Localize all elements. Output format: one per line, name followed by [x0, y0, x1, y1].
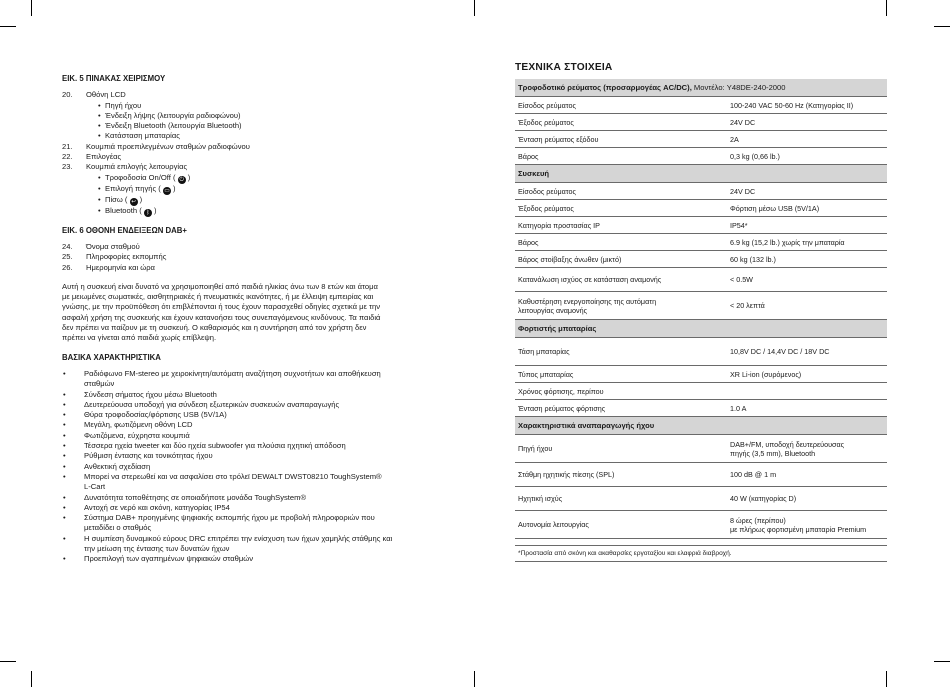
page-title: ΤΕΧΝΙΚΑ ΣΤΟΙΧΕΙΑ — [515, 62, 613, 73]
feature-item — [62, 513, 440, 534]
feature-item — [62, 369, 440, 390]
list-item — [62, 252, 440, 262]
sub-list — [86, 101, 440, 142]
feature-item: • Δευτερεύουσα υποδοχή για σύνδεση εξωτερικών συσκευών αναπαραγωγής — [62, 400, 440, 410]
back-icon: ↩ — [131, 198, 136, 205]
feature-item: • Αντοχή σε νερό και σκόνη, κατηγορίας IP54 — [62, 503, 440, 513]
item-number: 21. — [62, 141, 73, 151]
right-page — [515, 62, 887, 562]
feature-item — [62, 472, 440, 493]
paragraph-line: Αυτή η συσκευή είναι δυνατό να χρησιμοποιηθεί από παιδιά ηλικίας άνω των 8 ετών και άτομα — [62, 281, 378, 291]
table-row: Αυτονομία λειτουργίας 8 ώρες (περίπου) με πλήρως φορτισμένη μπαταρία Premium — [515, 511, 887, 539]
crop-mark — [0, 26, 16, 27]
crop-mark — [886, 671, 887, 687]
feature-line: την μείωση της έντασης των δυνατών ήχων — [84, 543, 230, 553]
feature-line: Η συμπίεση δυναμικού εύρους DRC επιτρέπει την ενίσχυση των ήχων χαμηλής στάθμης και — [84, 533, 393, 543]
crop-mark — [0, 661, 16, 662]
table-section-header: Χαρακτηριστικά αναπαραγωγής ήχου — [515, 417, 887, 435]
section5-heading: ΕΙΚ. 5 ΠΙΝΑΚΑΣ ΧΕΙΡΙΣΜΟΥ — [62, 74, 166, 83]
sub-item-text: Επιλογή πηγής — [105, 183, 157, 193]
sub-item-text: Πίσω — [105, 194, 123, 204]
list-item — [62, 162, 440, 216]
sub-item: • Επιλογή πηγής ( ▭ ) — [98, 184, 440, 195]
dab-display-list — [62, 242, 440, 273]
sub-item: • Bluetooth ( ᛒ ) — [98, 206, 440, 217]
table-row: Τάση μπαταρίας 10,8V DC / 14,4V DC / 18V DC — [515, 338, 887, 366]
crop-mark — [934, 26, 950, 27]
list-item — [62, 242, 440, 252]
cell-line: DAB+/FM, υποδοχή δευτερεύουσας — [730, 439, 845, 449]
feature-line: μεταδίδει ο σταθμός — [84, 523, 152, 533]
paragraph-line: γνώσης, με την προϋπόθεση ότι επιβλέπονται ή τους έχουν παρασχεθεί οδηγίες σχετικά με την — [62, 302, 381, 312]
section6-heading: ΕΙΚ. 6 ΟΘΟΝΗ ΕΝΔΕΙΞΕΩΝ DAB+ — [62, 225, 187, 235]
item-text: Κουμπιά επιλογής λειτουργίας — [86, 162, 188, 172]
item-text: Οθόνη LCD — [86, 90, 126, 100]
table-row: Τύπος μπαταρίας XR Li-ion (συρόμενος) — [515, 366, 887, 383]
paragraph-line: πρέπει να γίνεται από παιδιά χωρίς επίβλεψη. — [62, 333, 217, 343]
item-text: Όνομα σταθμού — [86, 241, 140, 251]
table-row: Έξοδος ρεύματος Φόρτιση μέσω USB (5V/1A) — [515, 200, 887, 217]
table-row: Βάρος 0,3 kg (0,66 lb.) — [515, 148, 887, 165]
list-item — [62, 90, 440, 141]
item-text: Κουμπιά προεπιλεγμένων σταθμών ραδιοφώνου — [86, 141, 250, 151]
cell-line: λειτουργίας αναμονής — [518, 305, 588, 315]
item-number: 20. — [62, 90, 73, 100]
table-row: Ηχητική ισχύς 40 W (κατηγορίας D) — [515, 487, 887, 511]
crop-mark — [474, 0, 475, 16]
sub-item: • Πίσω ( ↩ ) — [98, 195, 440, 206]
list-item — [62, 152, 440, 162]
control-panel-list — [62, 90, 440, 216]
features-heading: ΒΑΣΙΚΑ ΧΑΡΑΚΤΗΡΙΣΤΙΚΑ — [62, 352, 161, 362]
list-item — [62, 263, 440, 273]
table-row: Ένταση ρεύματος φόρτισης 1.0 A — [515, 400, 887, 417]
sub-item: • Κατάσταση μπαταρίας — [98, 131, 440, 141]
sub-item-text: Τροφοδοσία On/Off — [105, 172, 171, 182]
feature-item: • Προεπιλογή των αγαπημένων ψηφιακών σταθμών — [62, 554, 440, 564]
table-row: Καθυστέρηση ενεργοποίησης της αυτόματη λειτουργίας αναμονής < 20 λεπτά — [515, 292, 887, 320]
sub-list — [86, 173, 440, 217]
item-number: 25. — [62, 252, 73, 262]
feature-line: σταθμών — [84, 379, 115, 389]
table-row: Βάρος στοίβαξης άνωθεν (μικτό) 60 kg (132 lb.) — [515, 251, 887, 268]
specs-table — [515, 79, 887, 539]
crop-mark — [886, 0, 887, 16]
table-row: Χρόνος φόρτισης, περίπου — [515, 383, 887, 400]
feature-line: L-Cart — [84, 482, 106, 492]
cell-line: 8 ώρες (περίπου) — [730, 515, 786, 525]
footnote: *Προστασία από σκόνη και ακαθαρσίες εργοταξίου και ελαφριά διαβροχή. — [515, 545, 887, 562]
item-number: 22. — [62, 152, 73, 162]
feature-item: • Ρύθμιση έντασης και τονικότητας ήχου — [62, 451, 440, 461]
sub-item: • Ένδειξη Bluetooth (λειτουργία Bluetooth) — [98, 121, 440, 131]
table-section-header — [515, 79, 887, 97]
paragraph-line: με μειωμένες σωματικές, αισθητηριακές ή πνευματικές ικανότητες, ή με έλλειψη εμπειρίας και — [62, 292, 374, 302]
item-text: Ημερομηνία και ώρα — [86, 262, 155, 272]
safety-paragraph — [62, 282, 440, 344]
power-icon: ⏻ — [179, 176, 184, 183]
table-section-header: Συσκευή — [515, 165, 887, 183]
feature-item: • Τέσσερα ηχεία tweeter και δύο ηχεία subwoofer για πλούσια ηχητική απόδοση — [62, 441, 440, 451]
features-list — [62, 369, 440, 565]
item-number: 23. — [62, 162, 73, 172]
list-item — [62, 142, 440, 152]
crop-mark — [31, 671, 32, 687]
table-row: Κατανάλωση ισχύος σε κατάσταση αναμονής < 0.5W — [515, 268, 887, 292]
source-icon: ▭ — [164, 187, 170, 194]
item-number: 24. — [62, 241, 73, 251]
table-row: Είσοδος ρεύματος 24V DC — [515, 183, 887, 200]
paragraph-line: ασφαλή χρήση της συσκευής και έχουν κατανοήσει τους συνεπαγόμενους κινδύνους. Τα παιδιά — [62, 312, 381, 322]
feature-item: • Ανθεκτική σχεδίαση — [62, 462, 440, 472]
item-number: 26. — [62, 262, 73, 272]
section-title: Τροφοδοτικό ρεύματος (προσαρμογέας AC/DC), — [518, 83, 692, 92]
feature-line: Σύστημα DAB+ προηγμένης ψηφιακής εκπομπής ήχου με προβολή πληροφοριών που — [84, 513, 375, 523]
table-row: Στάθμη ηχητικής πίεσης (SPL) 100 dB @ 1 m — [515, 463, 887, 487]
table-row: Πηγή ήχου DAB+/FM, υποδοχή δευτερεύουσας πηγής (3,5 mm), Bluetooth — [515, 435, 887, 463]
table-row: Ένταση ρεύματος εξόδου 2A — [515, 131, 887, 148]
bluetooth-icon: ᛒ — [144, 209, 152, 217]
sub-item: • Τροφοδοσία On/Off ( ⏻ ) — [98, 173, 440, 184]
feature-item: • Σύνδεση σήματος ήχου μέσω Bluetooth — [62, 390, 440, 400]
paragraph-line: δεν πρέπει να παίζουν με τη συσκευή. Ο καθαρισμός και η συντήρηση από τον χρήστη δεν — [62, 323, 367, 333]
cell-line: πηγής (3,5 mm), Bluetooth — [730, 448, 816, 458]
left-page — [62, 74, 440, 565]
table-row: Είσοδος ρεύματος 100-240 VAC 50-60 Hz (Κατηγορίας II) — [515, 97, 887, 114]
feature-line: Ραδιόφωνο FM-stereo με χειροκίνητη/αυτόματη αναζήτηση συχνοτήτων και αποθήκευση — [84, 368, 381, 378]
feature-item — [62, 534, 440, 555]
feature-line: Μπορεί να στερεωθεί και να ασφαλίσει στο τρόλεϊ DEWALT DWST08210 ToughSystem® — [84, 471, 382, 481]
crop-mark — [31, 0, 32, 16]
table-row: Κατηγορία προστασίας IP IP54* — [515, 217, 887, 234]
crop-mark — [934, 661, 950, 662]
feature-item: • Μεγάλη, φωτιζόμενη οθόνη LCD — [62, 420, 440, 430]
feature-item: • Θύρα τροφοδοσίας/φόρτισης USB (5V/1A) — [62, 410, 440, 420]
feature-item: • Φωτιζόμενα, εύχρηστα κουμπιά — [62, 431, 440, 441]
table-row: Βάρος 6.9 kg (15,2 lb.) χωρίς την μπαταρία — [515, 234, 887, 251]
item-text: Πληροφορίες εκπομπής — [86, 252, 167, 262]
table-row: Έξοδος ρεύματος 24V DC — [515, 114, 887, 131]
cell-line: Καθυστέρηση ενεργοποίησης της αυτόματη — [518, 296, 657, 306]
table-section-header: Φορτιστής μπαταρίας — [515, 320, 887, 338]
item-text: Επιλογέας — [86, 152, 122, 162]
cell-line: με πλήρως φορτισμένη μπαταρία Premium — [730, 524, 867, 534]
feature-item: • Δυνατότητα τοποθέτησης σε οποιαδήποτε μονάδα ToughSystem® — [62, 493, 440, 503]
crop-mark — [474, 671, 475, 687]
sub-item-text: Bluetooth — [105, 205, 138, 215]
sub-item: • Πηγή ήχου — [98, 101, 440, 111]
section-subtitle: Μοντέλο: Y48DE-240-2000 — [691, 83, 786, 92]
sub-item: • Ένδειξη λήψης (λειτουργία ραδιοφώνου) — [98, 111, 440, 121]
